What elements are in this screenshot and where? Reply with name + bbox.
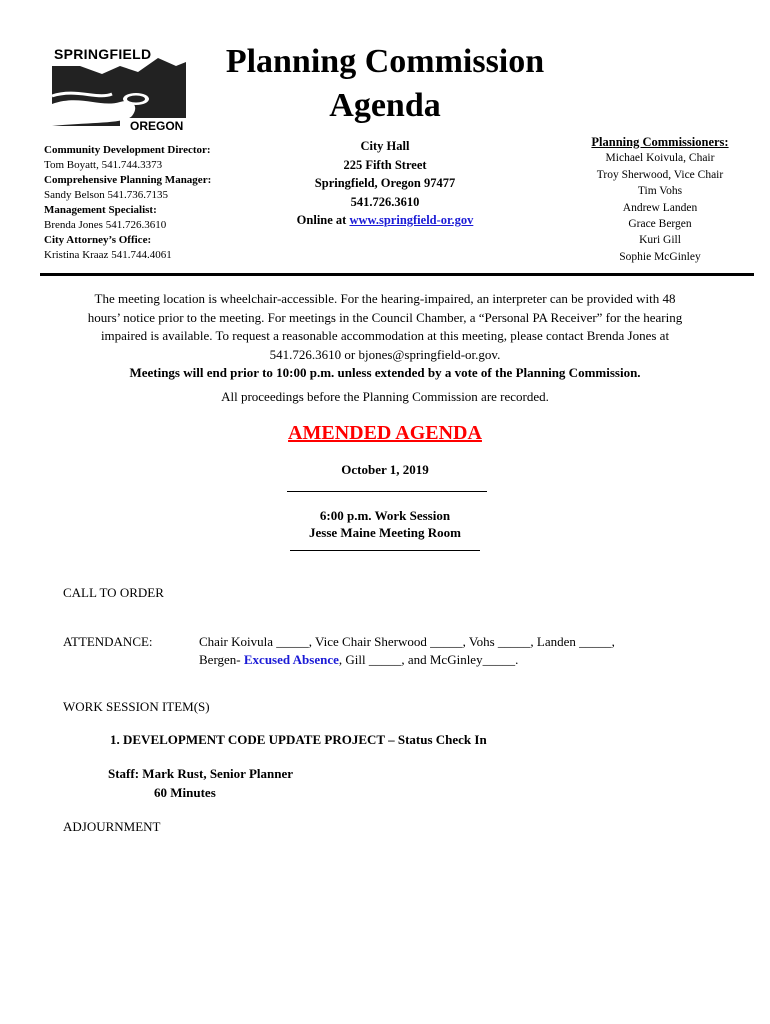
location-city: Springfield, Oregon 97477 — [314, 176, 456, 190]
attendance-rest: , Gill _____, and McGinley_____. — [338, 651, 519, 667]
location-online — [268, 211, 502, 230]
attendance-line-2 — [199, 651, 719, 669]
commissioner-item: Sophie McGinley — [619, 250, 701, 263]
work-session-heading: WORK SESSION ITEM(S) — [63, 699, 210, 714]
item-duration: 60 Minutes — [154, 785, 216, 800]
divider-line — [287, 491, 487, 492]
staff-contacts — [44, 143, 274, 263]
commissioners-list — [560, 134, 760, 265]
location-street: 225 Fifth Street — [343, 157, 427, 172]
accessibility-notice — [60, 290, 710, 383]
recorded-notice: All proceedings before the Planning Commission are recorded. — [221, 389, 549, 404]
page-title — [200, 40, 570, 128]
staff-line: Staff: Mark Rust, Senior Planner — [108, 766, 294, 781]
notice-line: impaired is available. To request a reasonable accommodation at this meeting, please contact Brenda Jones at — [100, 328, 670, 343]
excused-absence: Excused Absence — [243, 651, 339, 667]
commissioner-item: Andrew Landen — [622, 201, 698, 214]
commissioner-item: Grace Bergen — [628, 218, 692, 231]
springfield-oregon-logo — [50, 44, 192, 134]
online-prefix: Online at — [296, 213, 350, 227]
commissioners-heading: Planning Commissioners: — [591, 135, 729, 149]
attendance-line-1: Chair Koivula _____, Vice Chair Sherwood _____, Vohs _____, Landen _____, — [199, 634, 615, 649]
meeting-location — [268, 137, 502, 230]
attendance-list — [199, 633, 719, 668]
item-staff — [108, 764, 293, 802]
commissioner-item: Michael Koivula, Chair — [605, 152, 715, 165]
title-line-2: Agenda — [329, 87, 441, 124]
session-room: Jesse Maine Meeting Room — [309, 525, 461, 540]
manager-name: Sandy Belson 541.736.7135 — [44, 189, 169, 201]
session-time: 6:00 p.m. Work Session — [319, 508, 451, 523]
logo-graphic — [50, 44, 192, 134]
website-link[interactable]: www.springfield-or.gov — [349, 213, 474, 227]
notice-line: The meeting location is wheelchair-accessible. For the hearing-impaired, an interpreter can be provided with 48 — [94, 291, 676, 306]
amended-agenda-heading: AMENDED AGENDA — [288, 422, 482, 444]
adjournment: ADJOURNMENT — [63, 819, 161, 834]
director-name: Tom Boyatt, 541.744.3373 — [44, 159, 163, 171]
attendance-bergen: Bergen- — [199, 651, 244, 667]
manager-role: Comprehensive Planning Manager: — [44, 174, 212, 186]
attendance-label: ATTENDANCE: — [63, 634, 153, 649]
location-phone: 541.726.3610 — [350, 194, 420, 209]
call-to-order: CALL TO ORDER — [63, 585, 164, 600]
attorney-role: City Attorney’s Office: — [44, 234, 152, 246]
specialist-name: Brenda Jones 541.726.3610 — [44, 219, 167, 231]
director-role: Community Development Director: — [44, 144, 211, 156]
specialist-role: Management Specialist: — [44, 204, 157, 216]
divider-line — [290, 550, 480, 551]
header-divider — [40, 273, 754, 276]
agenda-item-1: 1. DEVELOPMENT CODE UPDATE PROJECT – Status Check In — [110, 732, 487, 747]
meeting-end-notice: Meetings will end prior to 10:00 p.m. unless extended by a vote of the Planning Commission. — [129, 365, 641, 380]
title-line-1: Planning Commission — [225, 43, 545, 80]
commissioner-item: Troy Sherwood, Vice Chair — [596, 168, 724, 181]
notice-line: 541.726.3610 or bjones@springfield-or.gov. — [269, 346, 501, 362]
attorney-name: Kristina Kraaz 541.744.4061 — [44, 249, 172, 261]
commissioner-item: Tim Vohs — [637, 185, 683, 198]
session-info — [60, 507, 710, 541]
notice-line: hours’ notice prior to the meeting. For meetings in the Council Chamber, a “Personal PA Receiver” for the hearing — [87, 309, 683, 325]
commissioner-item: Kuri Gill — [639, 234, 681, 247]
logo-bottom-word: OREGON — [130, 119, 184, 133]
location-name: City Hall — [360, 139, 410, 153]
meeting-date: October 1, 2019 — [341, 462, 429, 477]
logo-top-word: SPRINGFIELD — [54, 46, 152, 62]
